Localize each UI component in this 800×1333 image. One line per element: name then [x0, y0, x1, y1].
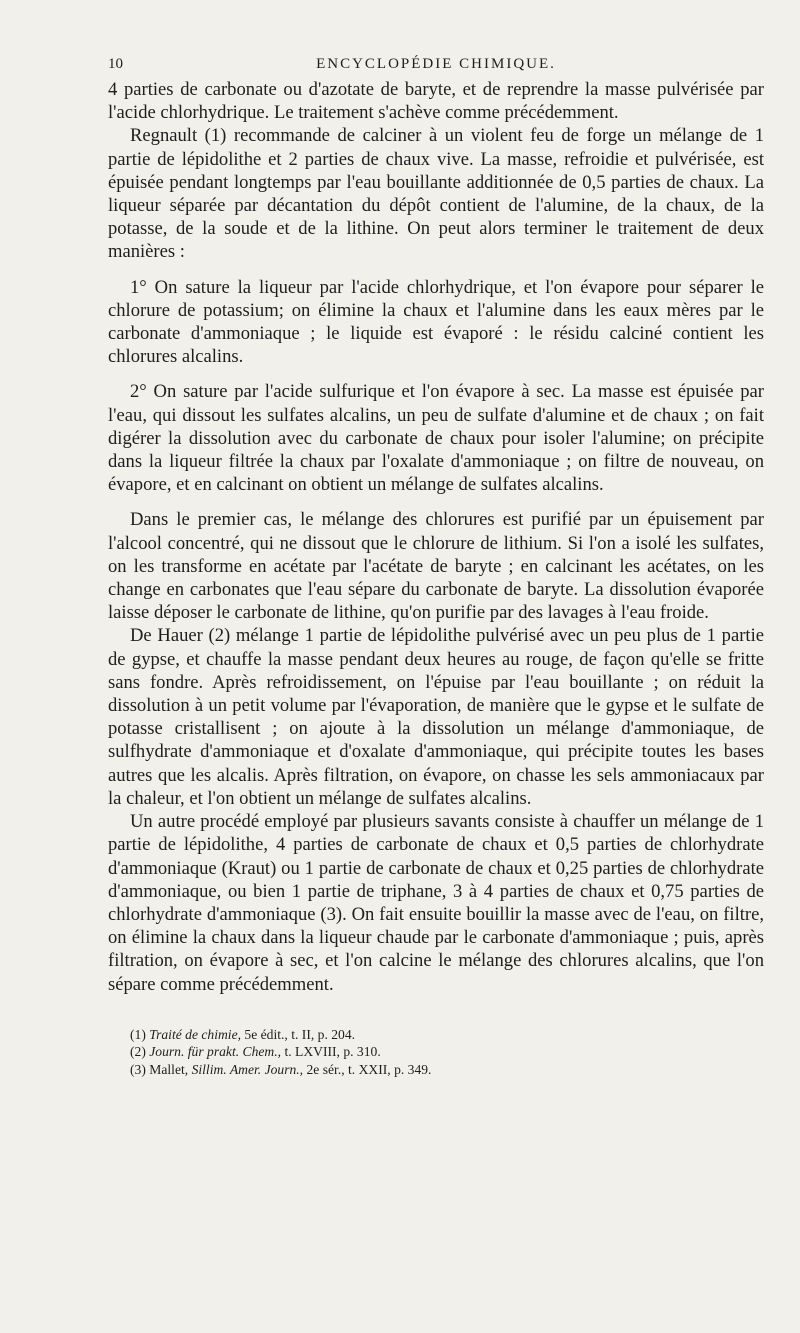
footnote-rest: t. LXVIII, p. 310. [281, 1044, 381, 1060]
footnote-marker: (3) [130, 1061, 146, 1077]
footnote-marker: (2) [130, 1044, 146, 1060]
footnote-title: Traité de chimie, [149, 1026, 242, 1042]
footnote-title: Journ. für prakt. Chem., [149, 1044, 282, 1060]
paragraph: Regnault (1) recommande de calciner à un violent feu de forge un mélange de 1 partie de lépidolithe et 2 parties de chaux vive. La masse, refroidie et pulvérisée, est épuisée pendant longtemps par l'eau bouillante additionnée de 0,5 parties de chaux. La liqueur séparée par décantation du dépôt contient de l'alumine, de la chaux, de la potasse, de la soude et de la lithine. On peut alors terminer le traitement de deux manières : [108, 125, 764, 263]
paragraph: 2° On sature par l'acide sulfurique et l'on évapore à sec. La masse est épuisée par l'eau, qui dissout les sulfates alcalins, un peu de sulfate d'alumine et de chaux ; on fait digérer la dissolution avec du carbonate de chaux pour isoler l'alumine; on précipite dans la liqueur filtrée la chaux par l'oxalate d'ammoniaque ; on filtre de nouveau, on évapore, et en calcinant on obtient un mélange de sulfates alcalins. [108, 381, 764, 496]
footnote [108, 1043, 764, 1061]
footnotes [108, 1026, 764, 1079]
paragraph: Dans le premier cas, le mélange des chlorures est purifié par un épuisement par l'alcool concentré, qui ne dissout que le chlorure de lithium. Si l'on a isolé les sulfates, on les transforme en acétate par l'acétate de baryte ; en calcinant les acétates, on les change en carbonates que l'eau sépare du carbonate de baryte. La dissolution évaporée laisse déposer le carbonate de lithine, qu'on purifie par des lavages à l'eau froide. [108, 509, 764, 624]
paragraph: 4 parties de carbonate ou d'azotate de baryte, et de reprendre la masse pulvérisée par l'acide chlorhydrique. Le traitement s'achève comme précédemment. [108, 79, 764, 124]
paragraph: Un autre procédé employé par plusieurs savants consiste à chauffer un mélange de 1 partie de lépidolithe, 4 parties de carbonate de chaux et 0,5 parties de chlorhydrate d'ammoniaque (Kraut) ou 1 partie de carbonate de chaux et 0,25 parties de chlorhydrate d'ammoniaque, ou bien 1 partie de triphane, 3 à 4 parties de chaux et 0,75 parties de chlorhydrate d'ammoniaque (3). On fait ensuite bouillir la masse avec de l'eau, on filtre, on élimine la chaux dans la liqueur chaude par le carbonate d'ammoniaque ; puis, après filtration, on évapore à sec, et l'on calcine le mélange des chlorures alcalins, que l'on sépare comme précédemment. [108, 811, 764, 995]
running-header [108, 52, 764, 78]
footnote-rest: 5e édit., t. II, p. 204. [241, 1026, 356, 1042]
footnote-rest: 2e sér., t. XXII, p. 349. [303, 1061, 432, 1077]
footnote [108, 1061, 764, 1079]
footnote-title: Sillim. Amer. Journ., [191, 1061, 304, 1077]
running-title: ENCYCLOPÉDIE CHIMIQUE. [316, 56, 556, 72]
body-text [108, 78, 764, 996]
footnote-author: Mallet, [149, 1061, 192, 1077]
page-number: 10 [108, 56, 123, 72]
footnote-marker: (1) [130, 1026, 146, 1042]
paragraph: De Hauer (2) mélange 1 partie de lépidolithe pulvérisé avec un peu plus de 1 partie de gypse, et chauffe la masse pendant deux heures au rouge, de façon qu'elle se fritte sans fondre. Après refroidissement, on l'épuise par l'eau bouillante ; on réduit la dissolution à un petit volume par l'évaporation, de manière que le gypse et le sulfate de potasse cristallisent ; on ajoute à la dissolution un mélange d'ammoniaque, de sulfhydrate d'ammoniaque et d'oxalate d'ammoniaque, qui précipite toutes les bases autres que les alcalis. Après filtration, on évapore, on chasse les sels ammoniacaux par la chaleur, et l'on obtient un mélange de sulfates alcalins. [108, 625, 764, 809]
footnote [108, 1026, 764, 1044]
paragraph: 1° On sature la liqueur par l'acide chlorhydrique, et l'on évapore pour séparer le chlorure de potassium; on élimine la chaux et l'alumine dans les eaux mères par le carbonate d'ammoniaque ; le liquide est évaporé : le résidu calciné contient les chlorures alcalins. [108, 276, 764, 368]
